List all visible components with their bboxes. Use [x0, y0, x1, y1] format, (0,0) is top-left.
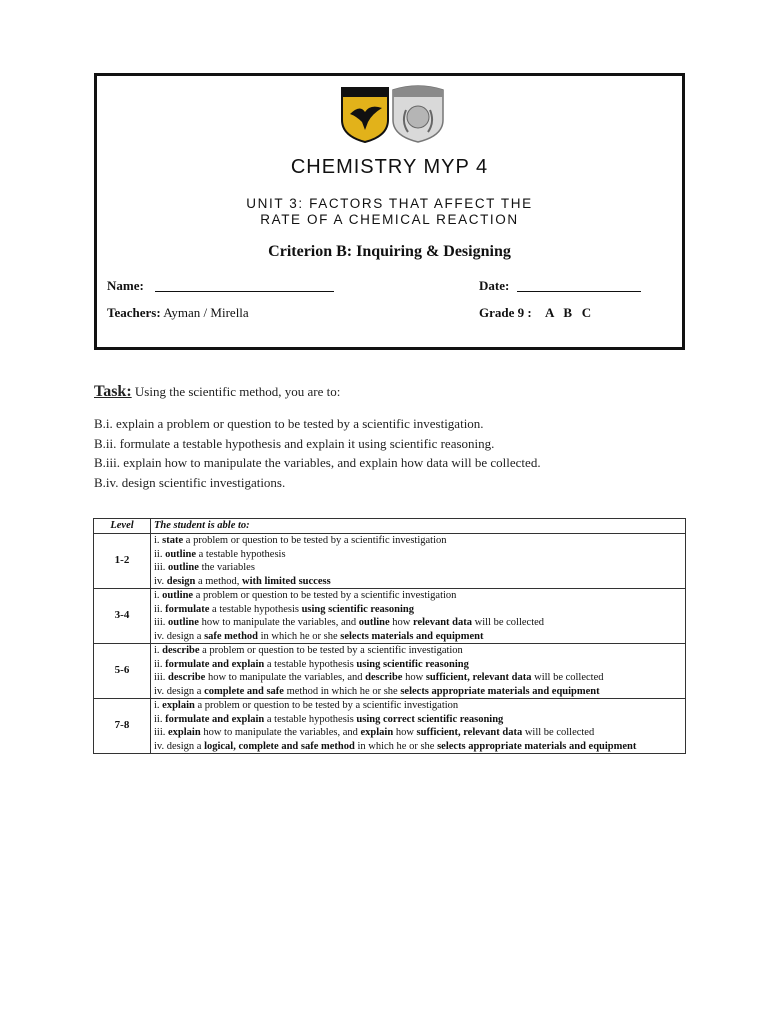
rubric-descriptor [151, 644, 686, 699]
rubric-descriptor [151, 589, 686, 644]
rubric-level: 3-4 [94, 589, 151, 644]
task-intro: Using the scientific method, you are to: [134, 384, 341, 399]
rubric-header-row [94, 519, 686, 534]
objective-item: B.iv. design scientific investigations. [94, 474, 286, 490]
task-label: Task: [94, 383, 132, 400]
teachers-row [107, 305, 249, 321]
teachers-label: Teachers: [107, 305, 161, 320]
page-title: CHEMISTRY MYP 4 [290, 156, 489, 178]
rubric-row [94, 644, 686, 699]
criterion-heading: Criterion B: Inquiring & Designing [268, 243, 511, 260]
date-label: Date: [479, 278, 510, 293]
name-field-line[interactable] [155, 291, 334, 292]
unit-title-line-2: RATE OF A CHEMICAL REACTION [260, 212, 519, 227]
grade-row [479, 305, 591, 321]
descriptor-line: ii. formulate a testable hypothesis using scientific reasoning [154, 603, 414, 615]
level-column-header: Level [94, 519, 151, 534]
descriptor-line: iii. outline the variables [154, 562, 255, 573]
descriptor-line: iii. describe how to manipulate the variables, and describe how sufficient, relevant data will be collected [154, 672, 604, 683]
name-label: Name: [107, 278, 144, 293]
header-box [94, 73, 685, 350]
descriptor-line: i. outline a problem or question to be tested by a scientific investigation [154, 590, 457, 601]
teachers-value: Ayman / Mirella [163, 305, 249, 320]
descriptor-line: ii. outline a testable hypothesis [154, 548, 286, 560]
objective-item: B.ii. formulate a testable hypothesis and explain it using scientific reasoning. [94, 435, 495, 451]
rubric-level: 5-6 [94, 644, 151, 699]
objective-item: B.iii. explain how to manipulate the variables, and explain how data will be collected. [94, 455, 541, 470]
descriptor-column-header: The student is able to: [151, 519, 686, 534]
rubric-descriptor [151, 699, 686, 754]
school-logos [338, 84, 448, 144]
descriptor-line: i. describe a problem or question to be tested by a scientific investigation [154, 645, 463, 656]
unit-title-line-1: UNIT 3: FACTORS THAT AFFECT THE [246, 196, 533, 211]
rubric-row [94, 534, 686, 589]
descriptor-line: ii. formulate and explain a testable hypothesis using scientific reasoning [154, 658, 469, 670]
task-heading [94, 383, 340, 401]
rubric-row [94, 589, 686, 644]
rubric-row [94, 699, 686, 754]
descriptor-line: iv. design a complete and safe method in which he or she selects appropriate materials and equipment [154, 685, 600, 697]
rubric-descriptor [151, 534, 686, 589]
rubric-level: 7-8 [94, 699, 151, 754]
rubric-body [94, 534, 686, 754]
descriptor-line: iii. outline how to manipulate the variables, and outline how relevant data will be collected [154, 617, 545, 628]
rubric-level: 1-2 [94, 534, 151, 589]
grade-values: A B C [544, 305, 592, 320]
descriptor-line: ii. formulate and explain a testable hypothesis using correct scientific reasoning [154, 713, 504, 725]
descriptor-line: iv. design a safe method in which he or she selects materials and equipment [154, 630, 484, 642]
objective-list [94, 414, 541, 492]
school-logos-image [338, 84, 448, 144]
date-field-line[interactable] [517, 291, 641, 292]
descriptor-line: i. explain a problem or question to be tested by a scientific investigation [154, 700, 459, 711]
unit-title [97, 196, 682, 228]
descriptor-line: i. state a problem or question to be tested by a scientific investigation [154, 535, 447, 546]
descriptor-line: iii. explain how to manipulate the variables, and explain how sufficient, relevant data will be collected [154, 727, 595, 738]
objective-item: B.i. explain a problem or question to be tested by a scientific investigation. [94, 416, 484, 431]
grade-label: Grade 9 : [479, 305, 532, 320]
descriptor-line: iv. design a logical, complete and safe method in which he or she selects appropriate materials and equipment [154, 740, 637, 752]
rubric-table [93, 518, 686, 754]
descriptor-line: iv. design a method, with limited success [154, 575, 331, 587]
